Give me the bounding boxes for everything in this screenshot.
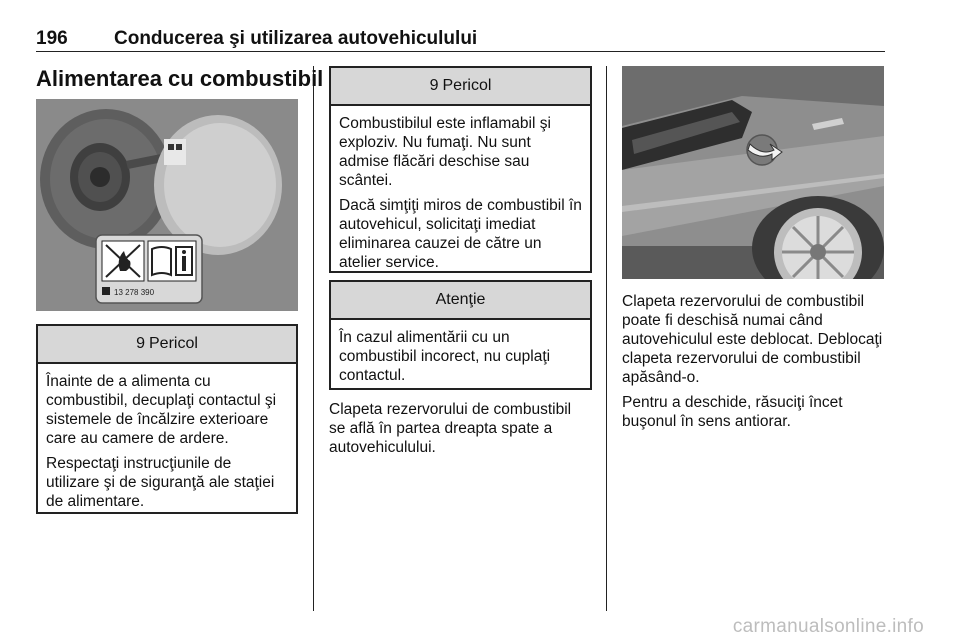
caution-box-header: [331, 282, 590, 320]
right-body-text: [622, 292, 884, 437]
paragraph: Clapeta rezervorului de combustibil poate fi deschisă numai când autovehiculul este deblocat. Deblocaţi clapeta rezervorului de combustibil apăsând-o.: [622, 293, 883, 386]
caution-heading: Atenţie: [435, 291, 486, 308]
section-title: Alimentarea cu combustibil: [36, 66, 324, 91]
danger-heading: Pericol: [149, 335, 198, 352]
danger-symbol: 9: [136, 335, 145, 352]
danger-box-1: [36, 324, 298, 514]
paragraph: Dacă simţiţi miros de combustibil în autovehicul, solicitaţi imediat eliminarea cauzei de către un atelier service.: [339, 197, 582, 271]
column-divider-1: [313, 66, 314, 611]
column-divider-2: [606, 66, 607, 611]
car-fuel-flap-photo: [622, 66, 884, 279]
caution-box: [329, 280, 592, 390]
paragraph: Respectaţi instrucţiunile de utilizare şi de siguranţă ale staţiei de alimentare.: [46, 455, 275, 510]
paragraph: Combustibilul este inflamabil şi exploziv. Nu fumaţi. Nu sunt admise flăcări deschise sau scântei.: [339, 115, 551, 189]
paragraph: Pentru a deschide, răsuciţi încet buşonul în sens antiorar.: [622, 394, 843, 430]
danger-heading: Pericol: [442, 77, 492, 94]
watermark: carmanualsonline.info: [732, 616, 924, 637]
page-number: 196: [36, 28, 68, 49]
danger-box-2-header: [331, 68, 590, 106]
paragraph: În cazul alimentării cu un combustibil incorect, nu cuplaţi contactul.: [339, 329, 551, 384]
fuel-filler-photo: [36, 99, 298, 311]
danger-symbol: 9: [429, 77, 439, 94]
figure-code: 13 278 390: [114, 288, 155, 297]
paragraph: Clapeta rezervorului de combustibil se află în partea dreapta spate a autovehiculului.: [329, 401, 572, 456]
danger-box-2: [329, 66, 592, 273]
danger-box-1-body: [38, 364, 296, 521]
page-header: [36, 28, 885, 52]
danger-box-1-header: [38, 326, 296, 364]
paragraph: Înainte de a alimenta cu combustibil, decuplaţi contactul şi sistemele de încălzire exterioare care au camere de ardere.: [46, 373, 277, 447]
caution-box-body: [331, 320, 590, 395]
danger-box-2-body: [331, 106, 590, 282]
middle-body-text: [329, 400, 591, 463]
running-title: Conducerea şi utilizarea autovehiculului: [114, 28, 478, 49]
header-rule: [36, 51, 885, 52]
